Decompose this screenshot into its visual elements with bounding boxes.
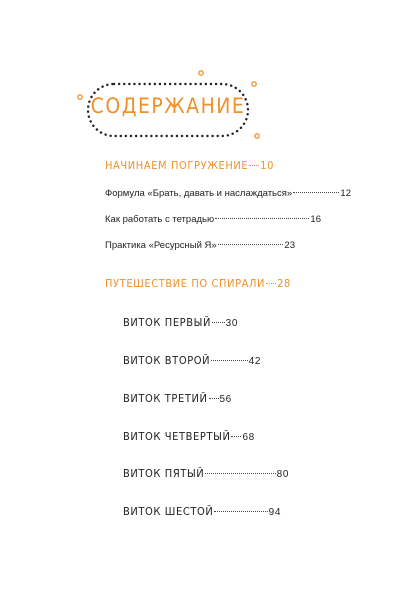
toc-item[interactable] — [105, 188, 351, 199]
toc-item-label: Формула «Брать, давать и наслаждаться» — [105, 188, 293, 199]
toc-item-turn[interactable] — [123, 430, 255, 443]
toc-item-label: ВИТОК ШЕСТОЙ — [123, 505, 214, 518]
toc-item-turn[interactable] — [123, 354, 261, 367]
toc-page-number: 68 — [242, 432, 255, 443]
leader-dots — [205, 473, 275, 474]
toc-item-label: ВИТОК ЧЕТВЕРТЫЙ — [123, 430, 231, 443]
toc-item-label: ВИТОК ПЕРВЫЙ — [123, 316, 211, 329]
toc-page-number: 10 — [260, 159, 275, 172]
leader-dots — [218, 244, 284, 245]
leader-dots — [212, 322, 225, 323]
page-title: СОДЕРЖАНИЕ — [90, 94, 246, 118]
leader-dots — [293, 192, 339, 193]
leader-dots — [249, 165, 259, 166]
toc-item-label: ВИТОК ВТОРОЙ — [123, 354, 211, 367]
toc-page-number: 80 — [276, 469, 289, 480]
toc-page-number: 16 — [310, 214, 321, 225]
leader-dots — [211, 360, 248, 361]
leader-dots — [266, 283, 276, 284]
toc-section-label: НАЧИНАЕМ ПОГРУЖЕНИЕ — [105, 159, 249, 172]
leader-dots — [209, 398, 219, 399]
toc-section-2[interactable] — [105, 277, 291, 290]
leader-dots — [214, 511, 267, 512]
toc-section-1[interactable] — [105, 159, 275, 172]
toc-item-turn[interactable] — [123, 316, 238, 329]
toc-page-number: 30 — [225, 318, 238, 329]
toc-page-number: 94 — [268, 507, 281, 518]
toc-item-turn[interactable] — [123, 505, 281, 518]
title-badge — [76, 66, 260, 148]
toc-section-label: ПУТЕШЕСТВИЕ ПО СПИРАЛИ — [105, 277, 266, 290]
toc-item-label: ВИТОК ПЯТЫЙ — [123, 467, 205, 480]
toc-page-number: 56 — [219, 394, 232, 405]
toc-item-label: Практика «Ресурсный Я» — [105, 240, 217, 251]
leader-dots — [231, 436, 241, 437]
toc-page-number: 28 — [277, 277, 291, 290]
toc-item-label: ВИТОК ТРЕТИЙ — [123, 392, 208, 405]
toc-item[interactable] — [105, 240, 295, 251]
toc-item-turn[interactable] — [123, 467, 289, 480]
toc-page-number: 42 — [248, 356, 261, 367]
toc-page-number: 12 — [340, 188, 351, 199]
leader-dots — [215, 218, 309, 219]
toc-page-number: 23 — [284, 240, 295, 251]
toc-item-turn[interactable] — [123, 392, 230, 405]
toc-item-label: Как работать с тетрадью — [105, 214, 215, 225]
toc-item[interactable] — [105, 214, 321, 225]
